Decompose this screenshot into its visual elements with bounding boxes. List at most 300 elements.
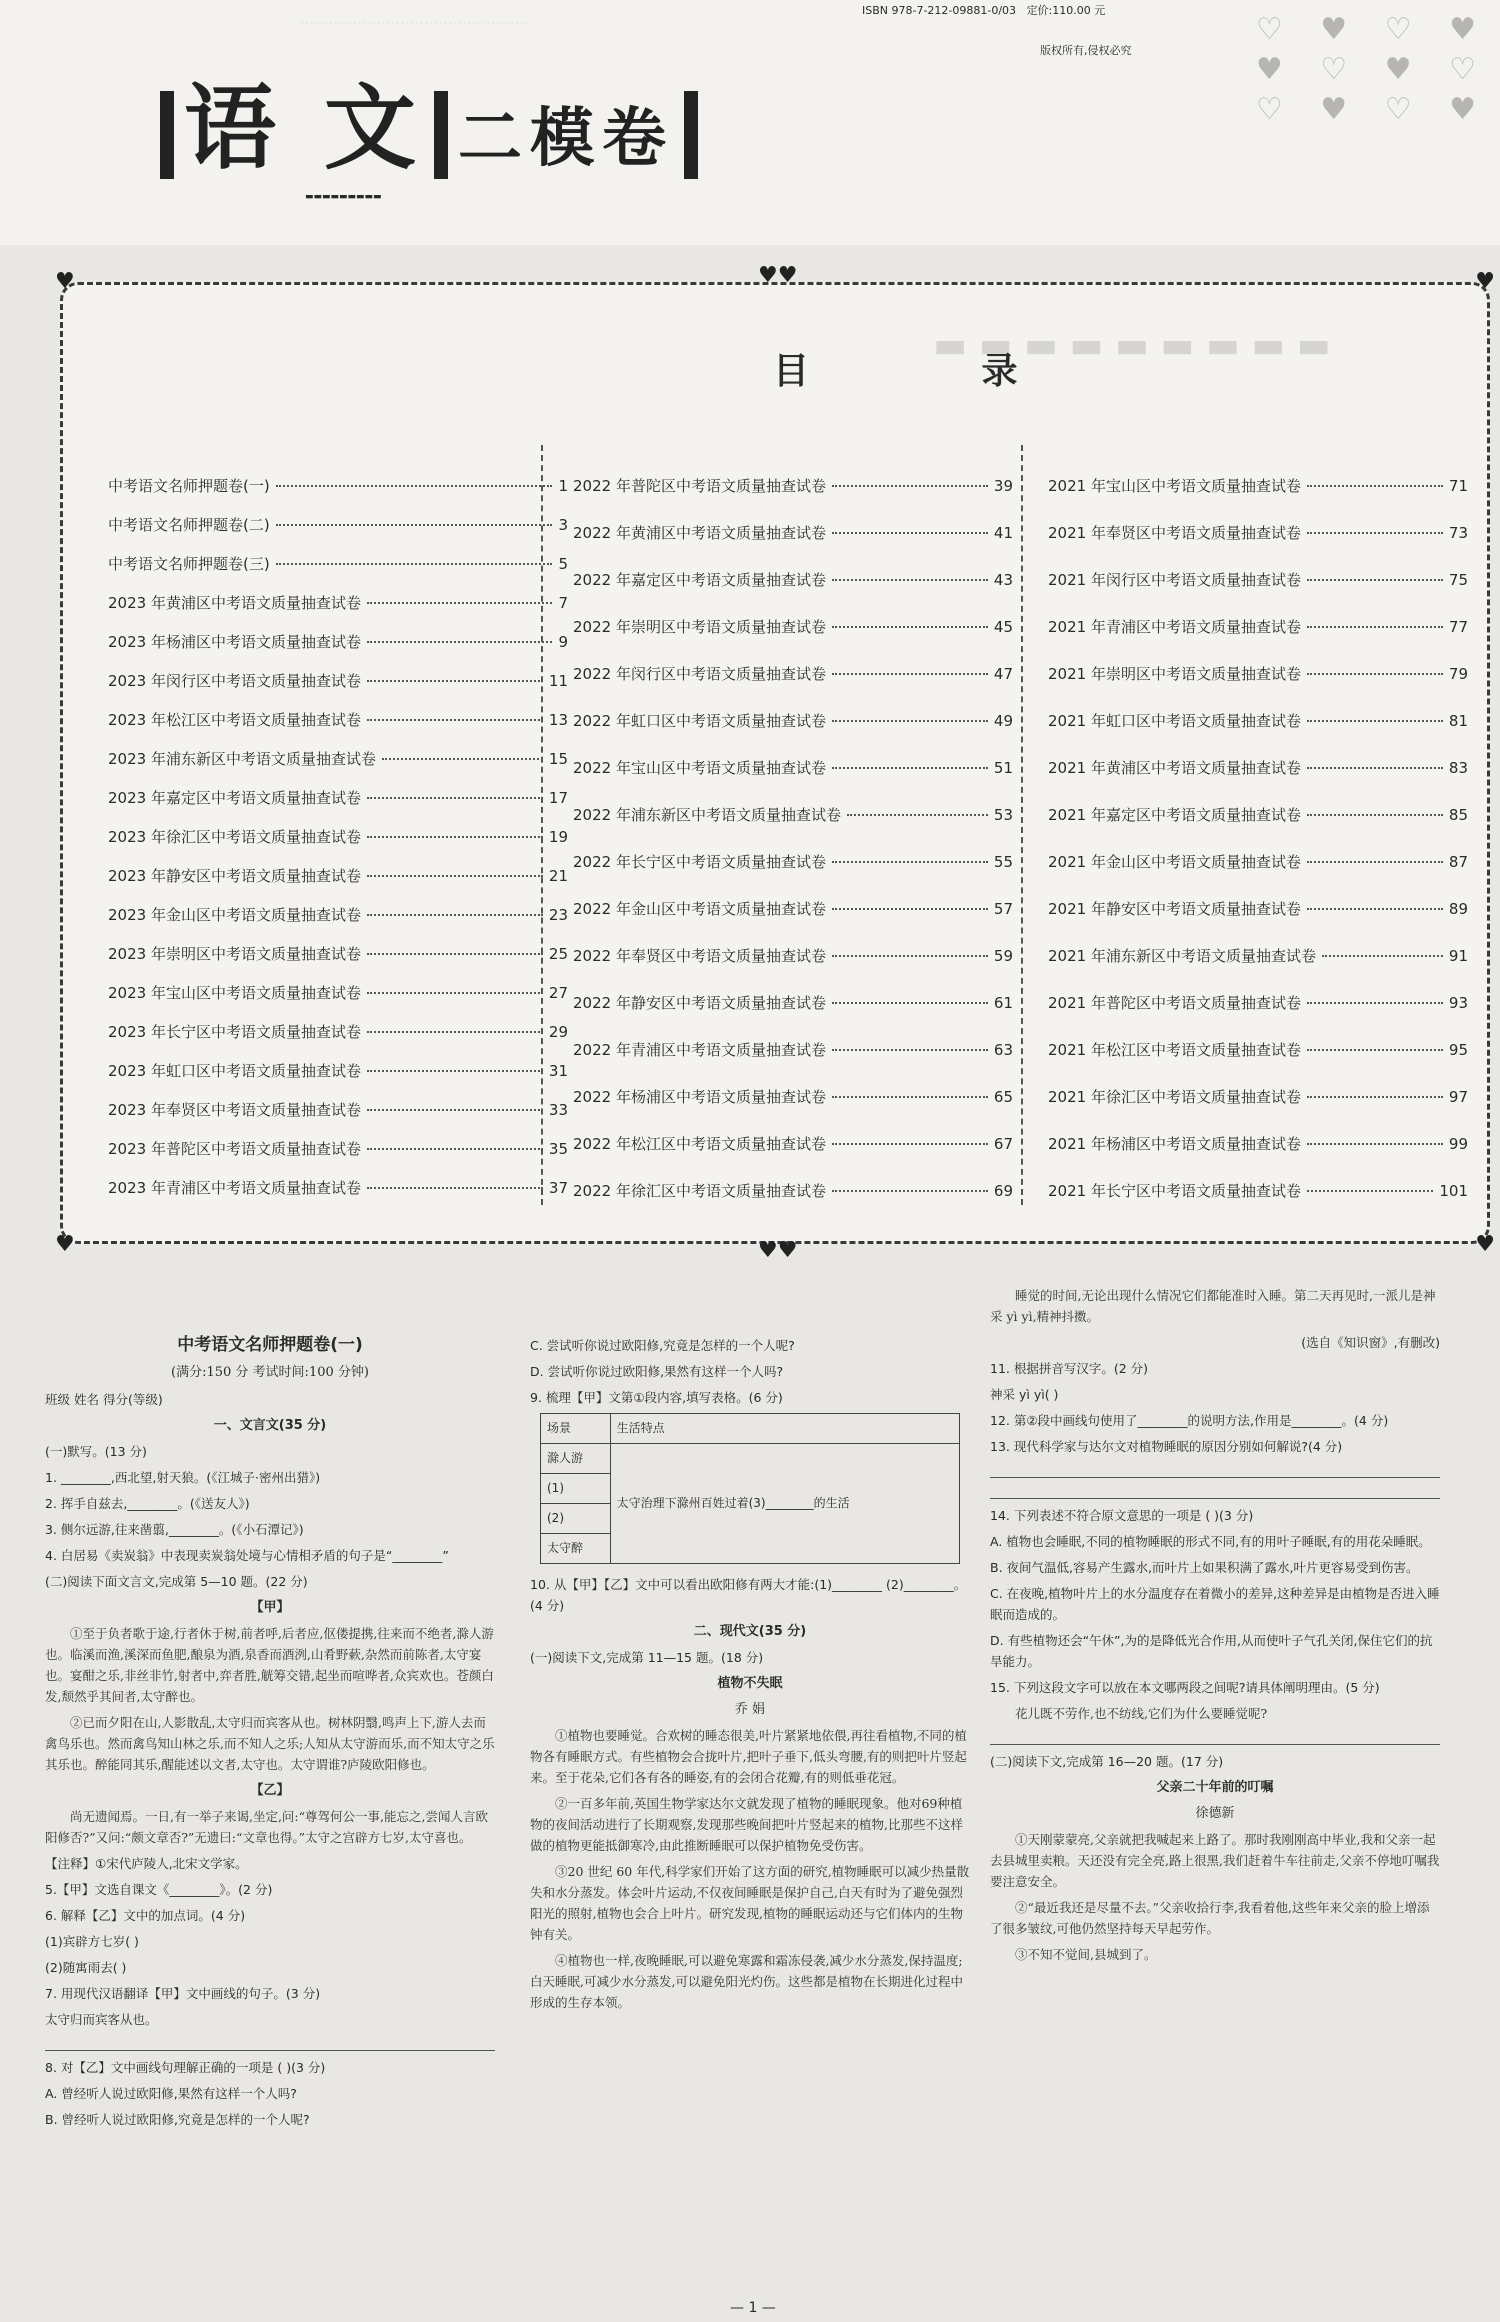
article-paragraph: ①天刚蒙蒙亮,父亲就把我喊起来上路了。那时我刚刚高中毕业,我和父亲一起去县城里卖粮。天还没有完全亮,路上很黑,我们赶着牛车往前走,父亲不停地叮嘱我要注意安全。 (990, 1832, 1440, 1889)
toc-entry-label: 2021 年松江区中考语文质量抽查试卷 (1048, 1041, 1301, 1059)
toc-leader-dots (832, 673, 988, 675)
answer-line (45, 2036, 495, 2051)
toc-entry-page: 95 (1448, 1041, 1468, 1059)
toc-entry-label: 2022 年崇明区中考语文质量抽查试卷 (573, 618, 826, 636)
toc-entry-label: 2021 年宝山区中考语文质量抽查试卷 (1048, 477, 1301, 495)
toc-entry-page: 81 (1448, 712, 1468, 730)
toc-entry (573, 616, 1013, 663)
question: 11. 根据拼音写汉字。(2 分) (990, 1361, 1149, 1376)
toc-entry-label: 2022 年虹口区中考语文质量抽查试卷 (573, 712, 826, 730)
toc-entry-label: 2021 年普陀区中考语文质量抽查试卷 (1048, 994, 1301, 1012)
exam-column-2 (530, 1285, 970, 2320)
toc-leader-dots (1307, 532, 1443, 534)
toc-entry-label: 2021 年崇明区中考语文质量抽查试卷 (1048, 665, 1301, 683)
heart-icon: ♥ (1475, 1232, 1495, 1257)
toc-entry (108, 943, 568, 982)
toc-entry-page: 47 (993, 665, 1013, 683)
toc-entry (573, 569, 1013, 616)
toc-leader-dots (832, 1002, 988, 1004)
page-number: — 1 — (730, 2300, 776, 2316)
toc-entry-page: 33 (548, 1101, 568, 1119)
toc-entry (108, 592, 568, 631)
toc-leader-dots (367, 1109, 543, 1111)
toc-leader-dots (832, 767, 988, 769)
toc-entry (1048, 522, 1468, 569)
toc-leader-dots (367, 1187, 543, 1189)
heart-icon: ♥♥ (758, 1238, 798, 1263)
toc-entry-label: 2022 年松江区中考语文质量抽查试卷 (573, 1135, 826, 1153)
toc-leader-dots (1307, 861, 1443, 863)
toc-leader-dots (367, 875, 543, 877)
toc-leader-dots (367, 836, 543, 838)
toc-entry-page: 13 (548, 711, 568, 729)
toc-entry (1048, 1133, 1468, 1180)
toc-entry-page: 35 (548, 1140, 568, 1158)
toc-entry (573, 992, 1013, 1039)
toc-entry (108, 904, 568, 943)
toc-entry-label: 2022 年奉贤区中考语文质量抽查试卷 (573, 947, 826, 965)
toc-entry (1048, 945, 1468, 992)
toc-entry (1048, 757, 1468, 804)
toc-column-2022 (573, 475, 1013, 1227)
toc-entry-page: 83 (1448, 759, 1468, 777)
question: (二)阅读下文,完成第 16—20 题。(17 分) (990, 1754, 1224, 1769)
title-bar-mid (434, 91, 448, 179)
toc-entry-page: 7 (558, 594, 568, 612)
question: 15. 下列这段文字可以放在本文哪两段之间呢?请具体阐明理由。(5 分) (990, 1680, 1380, 1695)
article-title: 植物不失眠 (717, 1676, 783, 1691)
article-paragraph: ②一百多年前,英国生物学家达尔文就发现了植物的睡眠现象。他对69种植物的夜间活动进行了长期观察,发现那些晚间把叶片竖起来的植物,比那些不这样做的植物更能抵御寒冷,由此推断睡眠可以保护植物免受伤害。 (530, 1796, 963, 1853)
toc-entry (573, 1039, 1013, 1086)
toc-entry (573, 522, 1013, 569)
toc-entry-page: 37 (548, 1179, 568, 1197)
article-author: 乔 娟 (734, 1702, 766, 1717)
price: 定价:110.00 元 (1026, 4, 1106, 17)
option: A. 曾经听人说过欧阳修,果然有这样一个人吗? (45, 2086, 297, 2101)
article-paragraph: ③20 世纪 60 年代,科学家们开始了这方面的研究,植物睡眠可以减少热量散失和水分蒸发。体会叶片运动,不仅夜间睡眠是保护自己,白天有时为了避免强烈阳光的照射,植物也会合上叶片。研究发现,植物的睡眠运动还与它们体内的生物钟有关。 (530, 1864, 970, 1942)
table-header: 场景 (541, 1414, 611, 1444)
question: 3. 侧尔远游,往来凿翦,________。(《小石潭记》) (45, 1522, 304, 1537)
toc-entry-label: 2021 年虹口区中考语文质量抽查试卷 (1048, 712, 1301, 730)
question: (二)阅读下面文言文,完成第 5—10 题。(22 分) (45, 1574, 308, 1589)
question: 4. 白居易《卖炭翁》中表现卖炭翁处境与心情相矛盾的句子是“________” (45, 1548, 449, 1563)
toc-entry (108, 787, 568, 826)
toc-entry-label: 中考语文名师押题卷(一) (108, 477, 270, 495)
heart-border-decoration: ♡ ♥ ♡ ♥ ♥ ♡ ♥ ♡ ♡ ♥ ♡ ♥ (1255, 12, 1490, 127)
question: 5.【甲】文选自课文《________》。(2 分) (45, 1882, 273, 1897)
toc-entry-label: 2023 年嘉定区中考语文质量抽查试卷 (108, 789, 361, 807)
toc-leader-dots (367, 1031, 543, 1033)
toc-entry-page: 23 (548, 906, 568, 924)
toc-leader-dots (1307, 720, 1443, 722)
cover-band (0, 0, 1500, 245)
toc-entry-page: 77 (1448, 618, 1468, 636)
toc-entry-label: 2023 年松江区中考语文质量抽查试卷 (108, 711, 361, 729)
toc-entry-label: 2022 年金山区中考语文质量抽查试卷 (573, 900, 826, 918)
cover-title-sub: 二模卷 (458, 102, 675, 176)
toc-entry-label: 2023 年长宁区中考语文质量抽查试卷 (108, 1023, 361, 1041)
toc-entry-label: 2022 年黄浦区中考语文质量抽查试卷 (573, 524, 826, 542)
toc-leader-dots (1322, 955, 1443, 957)
toc-entry (108, 826, 568, 865)
option: C. 尝试听你说过欧阳修,究竟是怎样的一个人呢? (530, 1338, 795, 1353)
toc-entry (573, 804, 1013, 851)
toc-leader-dots (832, 485, 988, 487)
question: 7. 用现代汉语翻译【甲】文中画线的句子。(3 分) (45, 1986, 321, 2001)
toc-entry-label: 2022 年徐汇区中考语文质量抽查试卷 (573, 1182, 826, 1200)
toc-leader-dots (1307, 1002, 1443, 1004)
toc-leader-dots (276, 563, 553, 565)
toc-leader-dots (367, 953, 543, 955)
toc-entry (573, 1133, 1013, 1180)
toc-entry (108, 553, 568, 592)
title-bar-left (160, 91, 174, 179)
toc-entry (573, 475, 1013, 522)
toc-entry-label: 2021 年青浦区中考语文质量抽查试卷 (1048, 618, 1301, 636)
question-quote: 花儿既不劳作,也不纺线,它们为什么要睡觉呢? (1015, 1706, 1268, 1721)
toc-entry-label: 2021 年黄浦区中考语文质量抽查试卷 (1048, 759, 1301, 777)
toc-entry-page: 41 (993, 524, 1013, 542)
toc-leader-dots (832, 579, 988, 581)
toc-entry-label: 2022 年静安区中考语文质量抽查试卷 (573, 994, 826, 1012)
question-part: (1)宾辟方七岁( ) (45, 1934, 139, 1949)
cover-isbn-line (862, 2, 1105, 18)
toc-entry (573, 1086, 1013, 1133)
toc-entry-label: 中考语文名师押题卷(三) (108, 555, 270, 573)
option: B. 夜间气温低,容易产生露水,而叶片上如果积满了露水,叶片更容易受到伤害。 (990, 1560, 1419, 1575)
toc-entry-label: 2023 年杨浦区中考语文质量抽查试卷 (108, 633, 361, 651)
question-part: 太守归而宾客从也。 (45, 2012, 158, 2027)
table-cell: (1) (541, 1474, 611, 1504)
article-paragraph: ④植物也一样,夜晚睡眠,可以避免寒露和霜冻侵袭,减少水分蒸发,保持温度;白天睡眠,可减少水分蒸发,可以避免阳光灼伤。这些都是植物在长期进化过程中形成的生存本领。 (530, 1953, 963, 2010)
toc-entry-label: 2021 年长宁区中考语文质量抽查试卷 (1048, 1182, 1301, 1200)
cover-title-main: 语 文 (184, 75, 425, 182)
toc-entry-page: 63 (993, 1041, 1013, 1059)
toc-entry-page: 39 (993, 477, 1013, 495)
toc-entry-page: 45 (993, 618, 1013, 636)
toc-entry (573, 1180, 1013, 1227)
rights: 版权所有,侵权必究 (1040, 44, 1132, 57)
toc-entry (1048, 898, 1468, 945)
section-heading: 一、文言文(35 分) (213, 1418, 327, 1433)
heart-icon: ♥ (1475, 269, 1495, 294)
toc-leader-dots (1307, 767, 1443, 769)
toc-entry-label: 2021 年嘉定区中考语文质量抽查试卷 (1048, 806, 1301, 824)
toc-entry (573, 851, 1013, 898)
column-divider (1021, 445, 1023, 1205)
toc-leader-dots (367, 1070, 543, 1072)
toc-entry-page: 89 (1448, 900, 1468, 918)
cover-ghost-text: ················································ (300, 14, 529, 32)
toc-leader-dots (1307, 626, 1443, 628)
question: (一)阅读下文,完成第 11—15 题。(18 分) (530, 1650, 764, 1665)
toc-entry-page: 19 (548, 828, 568, 846)
toc-leader-dots (847, 814, 988, 816)
article-author: 徐德新 (1195, 1806, 1235, 1821)
toc-leader-dots (367, 797, 543, 799)
toc-entry-page: 1 (558, 477, 568, 495)
toc-entry (108, 514, 568, 553)
exam-column-1 (45, 1285, 495, 2320)
exam-title: 中考语文名师押题卷(一) (177, 1335, 363, 1355)
toc-leader-dots (832, 1190, 988, 1192)
toc-entry-label: 2023 年奉贤区中考语文质量抽查试卷 (108, 1101, 361, 1119)
toc-entry-label: 2021 年杨浦区中考语文质量抽查试卷 (1048, 1135, 1301, 1153)
toc-entry (108, 1177, 568, 1216)
question-part: (2)随寓雨去( ) (45, 1960, 127, 1975)
toc-entry (108, 1060, 568, 1099)
toc-entry-page: 21 (548, 867, 568, 885)
annotation: 【注释】①宋代庐陵人,北宋文学家。 (45, 1856, 248, 1871)
toc-entry (1048, 1180, 1468, 1227)
toc-entry (1048, 804, 1468, 851)
toc-entry-page: 75 (1448, 571, 1468, 589)
toc-entry (108, 982, 568, 1021)
toc-title: 目 录 (773, 351, 1098, 392)
title-bar-right (684, 91, 698, 179)
toc-entry-label: 2022 年浦东新区中考语文质量抽查试卷 (573, 806, 841, 824)
toc-leader-dots (1307, 673, 1443, 675)
toc-entry (108, 631, 568, 670)
toc-entry (1048, 1039, 1468, 1086)
toc-entry-label: 2022 年长宁区中考语文质量抽查试卷 (573, 853, 826, 871)
table-cell: 太守醉 (541, 1534, 611, 1564)
toc-entry-label: 2021 年徐汇区中考语文质量抽查试卷 (1048, 1088, 1301, 1106)
toc-entry-page: 25 (548, 945, 568, 963)
toc-entry-label: 2023 年虹口区中考语文质量抽查试卷 (108, 1062, 361, 1080)
option: D. 尝试听你说过欧阳修,果然有这样一个人吗? (530, 1364, 784, 1379)
toc-entry (1048, 616, 1468, 663)
toc-leader-dots (832, 1049, 988, 1051)
option: B. 曾经听人说过欧阳修,究竟是怎样的一个人呢? (45, 2112, 310, 2127)
toc-leader-dots (367, 1148, 543, 1150)
toc-entry-page: 97 (1448, 1088, 1468, 1106)
toc-entry-page: 57 (993, 900, 1013, 918)
passage-label: 【甲】 (250, 1600, 290, 1615)
toc-entry (108, 1099, 568, 1138)
option: D. 有些植物还会“午休”,为的是降低光合作用,从而使叶子气孔关闭,保住它们的抗旱能力。 (990, 1633, 1433, 1669)
toc-leader-dots (832, 955, 988, 957)
toc-entry-label: 2021 年闵行区中考语文质量抽查试卷 (1048, 571, 1301, 589)
article-title: 父亲二十年前的叮嘱 (1156, 1780, 1274, 1795)
toc-entry-page: 71 (1448, 477, 1468, 495)
question: 10. 从【甲】【乙】文中可以看出欧阳修有两大才能:(1)________ (2)________。(4 分) (530, 1577, 967, 1613)
toc-entry-label: 2023 年崇明区中考语文质量抽查试卷 (108, 945, 361, 963)
toc-entry-label: 2023 年闵行区中考语文质量抽查试卷 (108, 672, 361, 690)
toc-leader-dots (367, 641, 553, 643)
toc-entry (573, 663, 1013, 710)
question: 12. 第②段中画线句使用了________的说明方法,作用是________。(4 分) (990, 1413, 1389, 1428)
question: 6. 解释【乙】文中的加点词。(4 分) (45, 1908, 246, 1923)
toc-entry-label: 2021 年静安区中考语文质量抽查试卷 (1048, 900, 1301, 918)
toc-entry (108, 709, 568, 748)
toc-entry-page: 87 (1448, 853, 1468, 871)
publisher-logo: ▬▬▬▬▬▬▬▬▬ (305, 192, 382, 202)
toc-entry-label: 2023 年金山区中考语文质量抽查试卷 (108, 906, 361, 924)
passage-paragraph: ②已而夕阳在山,人影散乱,太守归而宾客从也。树林阴翳,鸣声上下,游人去而禽鸟乐也。然而禽鸟知山林之乐,而不知人之乐;人知从太守游而乐,而不知太守之乐其乐也。醉能同其乐,醒能述以文者,太守也。太守谓谁?庐陵欧阳修也。 (45, 1715, 495, 1772)
toc-entry (1048, 569, 1468, 616)
toc-entry-label: 2023 年静安区中考语文质量抽查试卷 (108, 867, 361, 885)
toc-column-2023 (108, 475, 568, 1216)
option: C. 在夜晚,植物叶片上的水分温度存在着微小的差异,这种差异是由植物是否进入睡眠而造成的。 (990, 1586, 1440, 1622)
question: 14. 下列表述不符合原文意思的一项是 ( )(3 分) (990, 1508, 1254, 1523)
toc-leader-dots (367, 992, 543, 994)
toc-entry (108, 1021, 568, 1060)
toc-entry-label: 2022 年普陀区中考语文质量抽查试卷 (573, 477, 826, 495)
toc-leader-dots (832, 626, 988, 628)
article-paragraph: ①植物也要睡觉。合欢树的睡态很美,叶片紧紧地依偎,再往看植物,不同的植物各有睡眠方式。有些植物会合拢叶片,把叶子垂下,低头弯腰,有的则把叶片竖起来。至于花朵,它们各有各的睡姿,有的会闭合花瓣,有的则低垂花冠。 (530, 1728, 967, 1785)
toc-entry-page: 99 (1448, 1135, 1468, 1153)
option: A. 植物也会睡眠,不同的植物睡眠的形式不同,有的用叶子睡眠,有的用花朵睡眠。 (990, 1534, 1431, 1549)
toc-leader-dots (1307, 1049, 1443, 1051)
toc-entry (1048, 992, 1468, 1039)
toc-entry-page: 61 (993, 994, 1013, 1012)
toc-entry (573, 945, 1013, 992)
toc-entry-page: 17 (548, 789, 568, 807)
toc-entry-label: 2021 年奉贤区中考语文质量抽查试卷 (1048, 524, 1301, 542)
table-header: 生活特点 (610, 1414, 959, 1444)
toc-entry (108, 670, 568, 709)
toc-entry-label: 2023 年黄浦区中考语文质量抽查试卷 (108, 594, 361, 612)
question-part: 神采 yì yì( ) (990, 1387, 1059, 1402)
toc-entry-page: 65 (993, 1088, 1013, 1106)
article-paragraph: 睡觉的时间,无论出现什么情况它们都能准时入睡。第二天再见时,一派儿是神采 yì yì,精神抖擞。 (990, 1288, 1436, 1324)
toc-leader-dots (276, 485, 553, 487)
toc-entry-page: 101 (1439, 1182, 1468, 1200)
toc-leader-dots (382, 758, 543, 760)
question: (一)默写。(13 分) (45, 1444, 147, 1459)
toc-leader-dots (832, 1143, 988, 1145)
toc-entry-page: 91 (1448, 947, 1468, 965)
heart-icon: ♥♥ (758, 263, 798, 288)
question: 8. 对【乙】文中画线句理解正确的一项是 ( )(3 分) (45, 2060, 326, 2075)
toc-entry (1048, 710, 1468, 757)
passage-paragraph: 尚无遗闻焉。一日,有一举子来谒,坐定,问:“尊驾何公一事,能忘之,尝闻人言欧阳修否?”又问:“颇文章否?”无遗曰:“文章也得。”太守之宫辟方七岁,太守喜也。 (45, 1809, 488, 1845)
toc-entry (573, 710, 1013, 757)
toc-entry-page: 55 (993, 853, 1013, 871)
toc-leader-dots (1307, 1143, 1443, 1145)
toc-entry-label: 2023 年青浦区中考语文质量抽查试卷 (108, 1179, 361, 1197)
toc-column-2021 (1048, 475, 1468, 1227)
toc-entry-page: 5 (558, 555, 568, 573)
exam-meta: (满分:150 分 考试时间:100 分钟) (171, 1365, 369, 1380)
toc-entry (108, 748, 568, 787)
toc-entry-page: 73 (1448, 524, 1468, 542)
toc-entry-label: 2022 年宝山区中考语文质量抽查试卷 (573, 759, 826, 777)
toc-entry-page: 69 (993, 1182, 1013, 1200)
toc-leader-dots (1307, 814, 1443, 816)
heart-icon: ♥ (55, 269, 75, 294)
toc-leader-dots (1307, 579, 1443, 581)
toc-entry-page: 9 (558, 633, 568, 651)
toc-leader-dots (832, 908, 988, 910)
toc-entry-label: 2022 年青浦区中考语文质量抽查试卷 (573, 1041, 826, 1059)
toc-entry-label: 2023 年徐汇区中考语文质量抽查试卷 (108, 828, 361, 846)
toc-entry-page: 11 (548, 672, 568, 690)
toc-entry (1048, 851, 1468, 898)
article-paragraph: ②“最近我还是尽量不去。”父亲收拾行李,我看着他,这些年来父亲的脸上增添了很多皱纹,可他仍然坚持每天早起劳作。 (990, 1900, 1430, 1936)
toc-leader-dots (832, 720, 988, 722)
toc-leader-dots (276, 524, 553, 526)
toc-entry-page: 67 (993, 1135, 1013, 1153)
table-cell: 滁人游 (541, 1444, 611, 1474)
toc-entry-label: 2022 年杨浦区中考语文质量抽查试卷 (573, 1088, 826, 1106)
toc-entry-page: 51 (993, 759, 1013, 777)
toc-entry (108, 475, 568, 514)
toc-entry-page: 27 (548, 984, 568, 1002)
toc-entry-label: 2022 年闵行区中考语文质量抽查试卷 (573, 665, 826, 683)
toc-entry-page: 59 (993, 947, 1013, 965)
toc-entry-page: 3 (558, 516, 568, 534)
toc-entry-label: 2021 年金山区中考语文质量抽查试卷 (1048, 853, 1301, 871)
question: 13. 现代科学家与达尔文对植物睡眠的原因分别如何解说?(4 分) (990, 1439, 1343, 1454)
toc-entry-label: 2022 年嘉定区中考语文质量抽查试卷 (573, 571, 826, 589)
toc-entry-page: 53 (993, 806, 1013, 824)
toc-leader-dots (1307, 485, 1443, 487)
section-heading: 二、现代文(35 分) (693, 1624, 807, 1639)
class-name-line: 班级 姓名 得分(等级) (45, 1392, 163, 1407)
toc-entry-page: 49 (993, 712, 1013, 730)
toc-entry-page: 85 (1448, 806, 1468, 824)
toc-leader-dots (1307, 1190, 1433, 1192)
toc-leader-dots (832, 861, 988, 863)
question: 2. 挥手自兹去,________。(《送友人》) (45, 1496, 250, 1511)
toc-leader-dots (832, 532, 988, 534)
toc-leader-dots (367, 602, 553, 604)
isbn: ISBN 978-7-212-09881-0/03 (862, 4, 1017, 17)
cover-title (150, 55, 708, 187)
toc-leader-dots (1307, 908, 1443, 910)
toc-entry-label: 2023 年浦东新区中考语文质量抽查试卷 (108, 750, 376, 768)
toc-entry (1048, 475, 1468, 522)
toc-entry-page: 43 (993, 571, 1013, 589)
toc-entry (108, 865, 568, 904)
toc-entry (1048, 1086, 1468, 1133)
toc-entry-label: 中考语文名师押题卷(二) (108, 516, 270, 534)
toc-leader-dots (832, 1096, 988, 1098)
toc-entry-label: 2023 年普陀区中考语文质量抽查试卷 (108, 1140, 361, 1158)
toc-leader-dots (367, 914, 543, 916)
table-cell: (2) (541, 1504, 611, 1534)
answer-line (990, 1463, 1440, 1478)
toc-leader-dots (367, 719, 543, 721)
toc-entry (108, 1138, 568, 1177)
toc-entry-page: 29 (548, 1023, 568, 1041)
table-cell: 太守治理下滁州百姓过着(3)________的生活 (610, 1444, 959, 1564)
answer-table (540, 1413, 960, 1564)
passage-paragraph: ①至于负者歌于途,行者休于树,前者呼,后者应,伛偻提携,往来而不绝者,滁人游也。临溪而渔,溪深而鱼肥,酿泉为酒,泉香而酒洌,山肴野蔌,杂然而前陈者,太守宴也。宴酣之乐,非丝非竹,射者中,弈者胜,觥筹交错,起坐而喧哗者,众宾欢也。苍颜白发,颓然乎其间者,太守醉也。 (45, 1626, 494, 1704)
toc-entry-page: 15 (548, 750, 568, 768)
toc-entry-page: 31 (548, 1062, 568, 1080)
toc-entry-page: 79 (1448, 665, 1468, 683)
question: 9. 梳理【甲】文第①段内容,填写表格。(6 分) (530, 1390, 783, 1405)
toc-entry-page: 93 (1448, 994, 1468, 1012)
passage-label: 【乙】 (250, 1783, 290, 1798)
article-source: (选自《知识窗》,有删改) (1301, 1335, 1440, 1350)
answer-line (990, 1730, 1440, 1745)
toc-leader-dots (367, 680, 543, 682)
answer-line (990, 1484, 1440, 1499)
background-watermark: ▬ ▬ ▬ ▬ ▬ ▬ ▬ ▬ ▬ (933, 325, 1331, 366)
toc-entry-label: 2023 年宝山区中考语文质量抽查试卷 (108, 984, 361, 1002)
toc-entry (573, 898, 1013, 945)
toc-entry (1048, 663, 1468, 710)
toc-entry (573, 757, 1013, 804)
exam-column-3 (990, 1285, 1440, 2320)
question: 1. ________,西北望,射天狼。(《江城子·密州出猎》) (45, 1470, 321, 1485)
toc-entry-label: 2021 年浦东新区中考语文质量抽查试卷 (1048, 947, 1316, 965)
toc-leader-dots (1307, 1096, 1443, 1098)
